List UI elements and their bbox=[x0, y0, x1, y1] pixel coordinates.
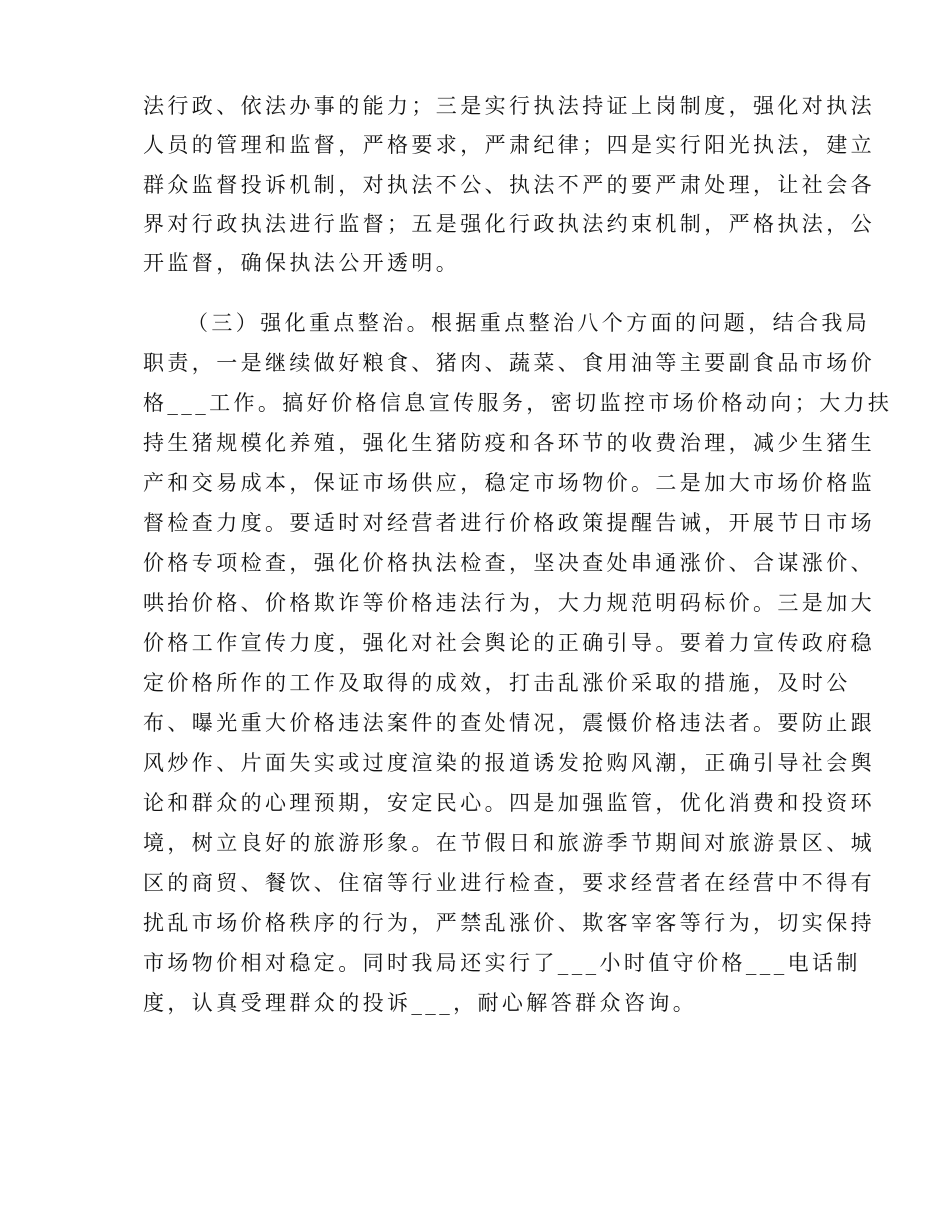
paragraph-start-line: （三）强化重点整治。根据重点整治八个方面的问题，结合我局 bbox=[187, 311, 871, 335]
text-line: 布、曝光重大价格违法案件的查处情况，震慑价格违法者。要防止跟 bbox=[143, 711, 875, 735]
text-line: 价格工作宣传力度，强化对社会舆论的正确引导。要着力宣传政府稳 bbox=[143, 631, 875, 655]
text-line: 督检查力度。要适时对经营者进行价格政策提醒告诫，开展节日市场 bbox=[143, 511, 875, 535]
text-line: 价格专项检查，强化价格执法检查，坚决查处串通涨价、合谋涨价、 bbox=[143, 551, 875, 575]
text-line: 人员的管理和监督，严格要求，严肃纪律；四是实行阳光执法，建立 bbox=[143, 133, 875, 157]
text-line: 境，树立良好的旅游形象。在节假日和旅游季节期间对旅游景区、城 bbox=[143, 831, 875, 855]
text-line: 开监督，确保执法公开透明。 bbox=[143, 251, 461, 275]
text-line: 界对行政执法进行监督；五是强化行政执法约束机制，严格执法，公 bbox=[143, 212, 875, 236]
text-line: 哄抬价格、价格欺诈等价格违法行为，大力规范明码标价。三是加大 bbox=[143, 591, 875, 615]
text-line: 群众监督投诉机制，对执法不公、执法不严的要严肃处理，让社会各 bbox=[143, 173, 875, 197]
text-line: 区的商贸、餐饮、住宿等行业进行检查，要求经营者在经营中不得有 bbox=[143, 871, 875, 895]
text-line: 风炒作、片面失实或过度渲染的报道诱发抢购风潮，正确引导社会舆 bbox=[143, 751, 875, 775]
text-line: 扰乱市场价格秩序的行为，严禁乱涨价、欺客宰客等行为，切实保持 bbox=[143, 911, 875, 935]
text-line: 格___工作。搞好价格信息宣传服务，密切监控市场价格动向；大力扶 bbox=[143, 391, 893, 415]
text-line: 持生猪规模化养殖，强化生猪防疫和各环节的收费治理，减少生猪生 bbox=[143, 431, 875, 455]
text-line: 定价格所作的工作及取得的成效，打击乱涨价采取的措施，及时公 bbox=[143, 671, 851, 695]
text-line: 论和群众的心理预期，安定民心。四是加强监管，优化消费和投资环 bbox=[143, 791, 875, 815]
text-line: 职责，一是继续做好粮食、猪肉、蔬菜、食用油等主要副食品市场价 bbox=[143, 351, 875, 375]
text-line: 度，认真受理群众的投诉___，耐心解答群众咨询。 bbox=[143, 991, 698, 1015]
text-line: 法行政、依法办事的能力；三是实行执法持证上岗制度，强化对执法 bbox=[143, 94, 875, 118]
text-line: 市场物价相对稳定。同时我局还实行了___小时值守价格___电话制 bbox=[143, 951, 861, 975]
text-line: 产和交易成本，保证市场供应，稳定市场物价。二是加大市场价格监 bbox=[143, 471, 875, 495]
